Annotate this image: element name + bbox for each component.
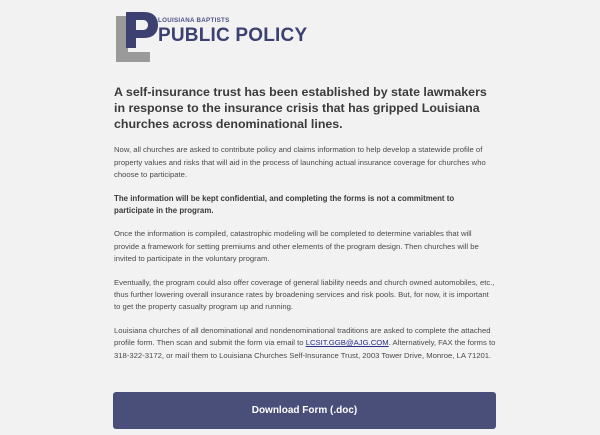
paragraph-3: Once the information is compiled, catastrophic modeling will be completed to determine variables that will provide a framework for setting premiums and other elements of the program design. Then churches will be invited to participate in the voluntary program. (114, 229, 479, 264)
email-link[interactable]: LCSIT.GGB@AJG.COM (305, 338, 389, 348)
logo-small-text: LOUISIANA BAPTISTS (158, 17, 230, 24)
logo-title: PUBLIC POLICY (158, 25, 308, 46)
paragraph-4: Eventually, the program could also offer coverage of general liability needs and church owned automobiles, etc., thus further lowering overall insurance rates by broadening services and risk pools. But, for now, it is important to get the property casualty program up and running. (114, 277, 495, 312)
public-policy-logo[interactable] (114, 8, 308, 64)
paragraph-1: Now, all churches are asked to contribute policy and claims information to help develop a statewide profile of property values and risks that will aid in the process of launching actual insurance coverage for churches who choose to participate. (114, 145, 486, 180)
download-form-button[interactable]: Download Form (.doc) (113, 392, 496, 429)
logo-mark-icon (114, 8, 162, 64)
headline: A self-insurance trust has been established by state lawmakers in response to the insurance crisis that has gripped Louisiana churches across denominational lines. (114, 85, 487, 131)
article-content (114, 85, 496, 373)
paragraph-5-start: Louisiana churches of all denominational and nondenominational traditions are asked to complete the attached profile form. Then scan and submit the form via email to (114, 325, 491, 348)
header (0, 0, 600, 74)
paragraph-2-bold: The information will be kept confidential, and completing the forms is not a commitment to participate in the program. (114, 193, 455, 216)
paragraph-5-end: . Alternatively, FAX the forms to 318-322-3172, or mail them to Louisiana Churches Self-Insurance Trust, 2003 Tower Drive, Monroe, LA 71201. (114, 338, 496, 360)
paragraph-5 (114, 325, 496, 362)
